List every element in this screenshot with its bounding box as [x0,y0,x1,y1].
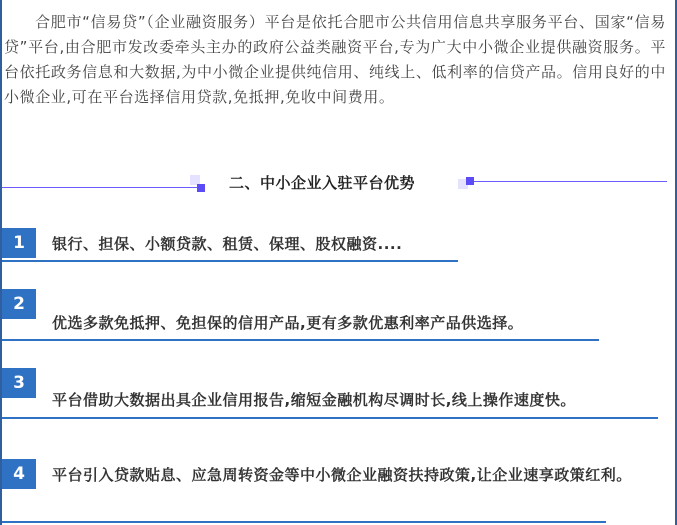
heading-decor-square-right [466,177,474,185]
advantage-number-badge: 3 [2,368,36,398]
advantage-number-badge: 4 [2,459,36,489]
heading-decor-square-left [197,184,205,192]
advantage-text: 平台引入贷款贴息、应急周转资金等中小微企业融资扶持政策,让企业速享政策红利。 [52,466,632,484]
frame-left-border [0,0,2,525]
advantage-text: 平台借助大数据出具企业信用报告,缩短金融机构尽调时长,线上操作速度快。 [52,391,576,409]
heading-divider-left [2,187,197,188]
advantage-text: 银行、担保、小额贷款、租赁、保理、股权融资.... [52,235,403,253]
advantage-number-badge: 1 [2,228,36,258]
advantage-text: 优选多款免抵押、免担保的信用产品,更有多款优惠利率产品供选择。 [52,314,524,332]
advantage-number-badge: 2 [2,289,36,319]
section-heading [0,170,677,196]
section-title: 二、中小企业入驻平台优势 [229,174,416,192]
intro-paragraph: 合肥市“信易贷”（企业融资服务）平台是依托合肥市公共信用信息共享服务平台、国家“信易贷”平台,由合肥市发改委牵头主办的政府公益类融资平台,专为广大中小微企业提供融资服务。平台依托政务信息和大数据,为中小微企业提供纯信用、纯线上、低利率的信贷产品。信用良好的中小微企业,可在平台选择信用贷款,免抵押,免收中间费用。 [4,13,666,106]
heading-divider-right [474,181,667,182]
advantage-underline [2,339,599,341]
advantage-underline [2,521,606,523]
advantage-underline [2,417,658,419]
advantage-underline [2,260,458,262]
